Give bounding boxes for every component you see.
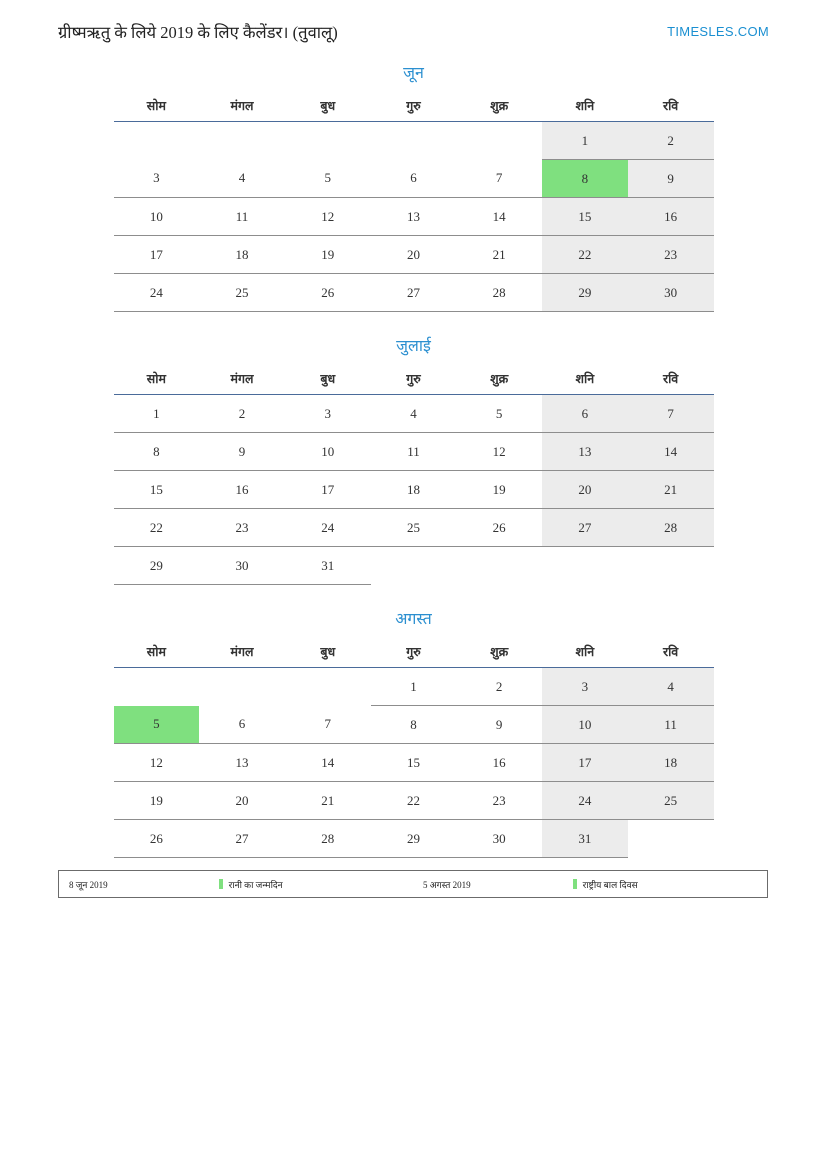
day-cell[interactable]: 22 <box>371 782 457 820</box>
day-cell[interactable]: 4 <box>199 160 285 198</box>
day-cell[interactable]: 7 <box>285 706 371 744</box>
day-cell[interactable]: 30 <box>199 547 285 585</box>
day-cell[interactable]: 6 <box>199 706 285 744</box>
day-cell[interactable]: 4 <box>371 395 457 433</box>
day-cell[interactable]: 8 <box>542 160 628 198</box>
day-cell[interactable]: 20 <box>199 782 285 820</box>
day-cell[interactable]: 25 <box>199 274 285 312</box>
day-cell-empty <box>542 547 628 585</box>
day-cell[interactable]: 24 <box>285 509 371 547</box>
day-cell-empty <box>114 668 200 706</box>
site-brand: TIMESLES.COM <box>667 24 769 39</box>
day-cell-empty <box>456 122 542 160</box>
day-cell[interactable]: 2 <box>628 122 714 160</box>
day-cell[interactable]: 29 <box>542 274 628 312</box>
week-row <box>114 547 714 585</box>
day-cell[interactable]: 22 <box>542 236 628 274</box>
day-cell[interactable]: 23 <box>199 509 285 547</box>
day-cell[interactable]: 31 <box>542 820 628 858</box>
day-cell-empty <box>199 122 285 160</box>
weekday-header-row <box>114 93 714 122</box>
weekday-header: गुरु <box>371 639 457 668</box>
week-row <box>114 744 714 782</box>
week-row <box>114 782 714 820</box>
month-block <box>114 334 714 585</box>
day-cell[interactable]: 25 <box>371 509 457 547</box>
day-cell[interactable]: 6 <box>542 395 628 433</box>
day-cell[interactable]: 13 <box>199 744 285 782</box>
weekday-header: मंगल <box>199 639 285 668</box>
day-cell[interactable]: 8 <box>114 433 200 471</box>
legend <box>58 870 768 898</box>
day-cell[interactable]: 15 <box>114 471 200 509</box>
day-cell[interactable]: 31 <box>285 547 371 585</box>
day-cell[interactable]: 18 <box>371 471 457 509</box>
day-cell[interactable]: 24 <box>114 274 200 312</box>
day-cell[interactable]: 7 <box>456 160 542 198</box>
day-cell[interactable]: 28 <box>456 274 542 312</box>
day-cell[interactable]: 23 <box>628 236 714 274</box>
day-cell[interactable]: 11 <box>628 706 714 744</box>
day-cell[interactable]: 5 <box>285 160 371 198</box>
day-cell[interactable]: 21 <box>628 471 714 509</box>
day-cell[interactable]: 17 <box>542 744 628 782</box>
day-cell[interactable]: 16 <box>456 744 542 782</box>
weekday-header: बुध <box>285 93 371 122</box>
day-cell[interactable]: 20 <box>371 236 457 274</box>
day-cell[interactable]: 6 <box>371 160 457 198</box>
weekday-header: सोम <box>114 93 200 122</box>
day-cell[interactable]: 27 <box>371 274 457 312</box>
day-cell[interactable]: 28 <box>285 820 371 858</box>
day-cell[interactable]: 9 <box>456 706 542 744</box>
day-cell[interactable]: 3 <box>114 160 200 198</box>
day-cell[interactable]: 15 <box>542 198 628 236</box>
day-cell-empty <box>628 547 714 585</box>
week-row <box>114 160 714 198</box>
weekday-header: रवि <box>628 639 714 668</box>
legend-date: 8 जून 2019 <box>69 879 108 890</box>
page-header <box>0 0 827 43</box>
day-cell[interactable]: 1 <box>114 395 200 433</box>
day-cell[interactable]: 12 <box>114 744 200 782</box>
day-cell[interactable]: 19 <box>114 782 200 820</box>
weekday-header: शुक्र <box>456 639 542 668</box>
day-cell[interactable]: 27 <box>199 820 285 858</box>
day-cell[interactable]: 26 <box>456 509 542 547</box>
day-cell[interactable]: 14 <box>456 198 542 236</box>
holiday-swatch-icon <box>219 879 223 889</box>
weekday-header: रवि <box>628 366 714 395</box>
weekday-header: शनि <box>542 639 628 668</box>
day-cell[interactable]: 28 <box>628 509 714 547</box>
day-cell[interactable]: 16 <box>199 471 285 509</box>
month-title: जून <box>403 65 424 82</box>
day-cell[interactable]: 18 <box>199 236 285 274</box>
day-cell-empty <box>199 668 285 706</box>
day-cell-empty <box>456 547 542 585</box>
weekday-header: सोम <box>114 366 200 395</box>
day-cell[interactable]: 19 <box>456 471 542 509</box>
week-row <box>114 433 714 471</box>
legend-event-label: रानी का जन्मदिन <box>228 879 283 890</box>
month-title: जुलाई <box>396 338 431 355</box>
day-cell[interactable]: 18 <box>628 744 714 782</box>
week-row <box>114 198 714 236</box>
weekday-header: बुध <box>285 639 371 668</box>
legend-event-label: राष्ट्रीय बाल दिवस <box>582 879 638 890</box>
week-row <box>114 668 714 706</box>
day-cell[interactable]: 3 <box>285 395 371 433</box>
day-cell[interactable]: 8 <box>371 706 457 744</box>
weekday-header: सोम <box>114 639 200 668</box>
day-cell[interactable]: 30 <box>628 274 714 312</box>
day-cell[interactable]: 1 <box>371 668 457 706</box>
day-cell[interactable]: 1 <box>542 122 628 160</box>
day-cell[interactable]: 17 <box>285 471 371 509</box>
day-cell[interactable]: 25 <box>628 782 714 820</box>
legend-date: 5 अगस्त 2019 <box>423 879 471 890</box>
week-row <box>114 471 714 509</box>
weekday-header: शुक्र <box>456 93 542 122</box>
day-cell-empty <box>628 820 714 858</box>
day-cell[interactable]: 23 <box>456 782 542 820</box>
weekday-header: बुध <box>285 366 371 395</box>
day-cell[interactable]: 2 <box>199 395 285 433</box>
day-cell-empty <box>114 122 200 160</box>
week-row <box>114 236 714 274</box>
day-cell[interactable]: 26 <box>114 820 200 858</box>
day-cell[interactable]: 5 <box>114 706 200 744</box>
day-cell-empty <box>371 122 457 160</box>
page-title: ग्रीष्मऋतु के लिये 2019 के लिए कैलेंडर। (तुवालू) <box>58 23 338 42</box>
day-cell[interactable]: 12 <box>285 198 371 236</box>
day-cell[interactable]: 7 <box>628 395 714 433</box>
week-row <box>114 820 714 858</box>
month-title: अगस्त <box>395 611 432 628</box>
day-cell[interactable]: 9 <box>628 160 714 198</box>
day-cell[interactable]: 11 <box>199 198 285 236</box>
day-cell[interactable]: 22 <box>114 509 200 547</box>
month-block <box>114 607 714 858</box>
day-cell[interactable]: 15 <box>371 744 457 782</box>
day-cell[interactable]: 20 <box>542 471 628 509</box>
day-cell[interactable]: 11 <box>371 433 457 471</box>
week-row <box>114 509 714 547</box>
week-row <box>114 706 714 744</box>
weekday-header: शनि <box>542 366 628 395</box>
month-grid <box>114 93 714 312</box>
weekday-header: शनि <box>542 93 628 122</box>
weekday-header: गुरु <box>371 366 457 395</box>
day-cell[interactable]: 19 <box>285 236 371 274</box>
day-cell[interactable]: 29 <box>114 547 200 585</box>
week-row <box>114 122 714 160</box>
day-cell-empty <box>371 547 457 585</box>
day-cell[interactable]: 5 <box>456 395 542 433</box>
holiday-swatch-icon <box>573 879 577 889</box>
day-cell[interactable]: 2 <box>456 668 542 706</box>
weekday-header: गुरु <box>371 93 457 122</box>
weekday-header: मंगल <box>199 93 285 122</box>
weekday-header-row <box>114 366 714 395</box>
day-cell-empty <box>285 122 371 160</box>
day-cell[interactable]: 3 <box>542 668 628 706</box>
day-cell[interactable]: 21 <box>456 236 542 274</box>
months-container <box>0 61 827 858</box>
week-row <box>114 274 714 312</box>
weekday-header: रवि <box>628 93 714 122</box>
day-cell[interactable]: 12 <box>456 433 542 471</box>
day-cell[interactable]: 21 <box>285 782 371 820</box>
weekday-header: शुक्र <box>456 366 542 395</box>
day-cell[interactable]: 14 <box>628 433 714 471</box>
day-cell[interactable]: 24 <box>542 782 628 820</box>
day-cell[interactable]: 14 <box>285 744 371 782</box>
day-cell[interactable]: 13 <box>542 433 628 471</box>
day-cell[interactable]: 30 <box>456 820 542 858</box>
legend-event <box>219 871 413 897</box>
month-block <box>114 61 714 312</box>
legend-event <box>573 871 767 897</box>
day-cell[interactable]: 27 <box>542 509 628 547</box>
day-cell[interactable]: 16 <box>628 198 714 236</box>
day-cell[interactable]: 4 <box>628 668 714 706</box>
month-grid <box>114 639 714 858</box>
day-cell[interactable]: 29 <box>371 820 457 858</box>
week-row <box>114 395 714 433</box>
day-cell[interactable]: 13 <box>371 198 457 236</box>
month-grid <box>114 366 714 585</box>
day-cell[interactable]: 10 <box>542 706 628 744</box>
day-cell[interactable]: 26 <box>285 274 371 312</box>
day-cell[interactable]: 10 <box>114 198 200 236</box>
day-cell[interactable]: 10 <box>285 433 371 471</box>
day-cell[interactable]: 9 <box>199 433 285 471</box>
weekday-header-row <box>114 639 714 668</box>
weekday-header: मंगल <box>199 366 285 395</box>
day-cell-empty <box>285 668 371 706</box>
day-cell[interactable]: 17 <box>114 236 200 274</box>
